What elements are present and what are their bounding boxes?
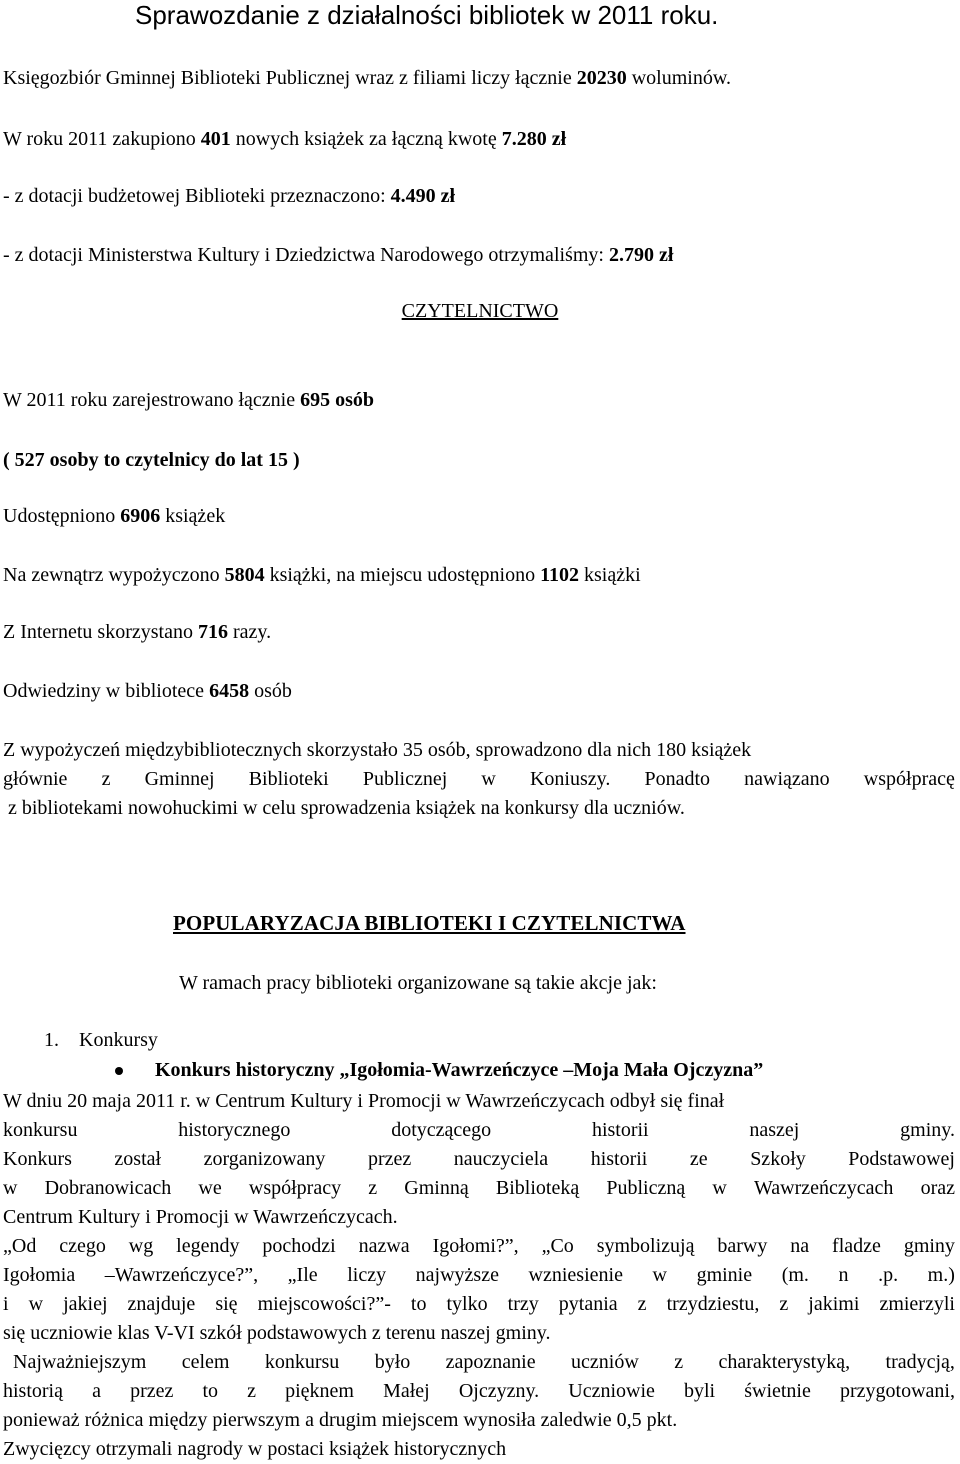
internet-usage: [3, 622, 271, 642]
word: tradycją,: [885, 1351, 955, 1373]
word: m.): [927, 1264, 955, 1286]
contest-title: Konkurs historyczny „Igołomia-Wawrzeńczyce –Moja Mała Ojczyzna”: [155, 1059, 764, 1081]
word: Uczniowie: [568, 1380, 655, 1402]
word: Igołomia: [3, 1264, 76, 1286]
section-heading-popularyzacja: POPULARYZACJA BIBLIOTEKI I CZYTELNICTWA: [173, 911, 686, 935]
word: nawiązano: [744, 768, 830, 790]
word: głównie: [3, 768, 68, 790]
word: barwy: [717, 1235, 768, 1257]
word: Podstawowej: [848, 1148, 955, 1170]
word: i: [3, 1293, 9, 1315]
page-title: Sprawozdanie z działalności bibliotek w 2011 roku.: [135, 0, 719, 30]
internet-count: 716: [197, 621, 228, 643]
text: książki: [578, 564, 641, 586]
budget-amount: 4.490 zł: [390, 185, 456, 207]
word: nauczyciela: [453, 1148, 549, 1170]
word: tylko: [446, 1293, 488, 1315]
list-item-number: 1.: [44, 1029, 59, 1051]
word: miejscowości?”-: [257, 1293, 391, 1315]
text: woluminów.: [626, 67, 731, 89]
purchased-count: 401: [200, 128, 231, 150]
word: Koniuszy.: [529, 768, 611, 790]
contest-line-7: [3, 1265, 955, 1285]
text: razy.: [227, 621, 272, 643]
word: świetnie: [744, 1380, 811, 1402]
contest-line-11: [3, 1381, 955, 1401]
interlibrary-line-2: [3, 769, 955, 789]
word: –Wawrzeńczyce?”,: [104, 1264, 259, 1286]
word: na: [790, 1235, 810, 1257]
contest-line-13: Zwycięzcy otrzymali nagrody w postaci książek historycznych: [3, 1438, 507, 1460]
word: dotyczącego: [391, 1119, 492, 1141]
intro-line-purchases: [3, 129, 566, 149]
loans-line: [3, 565, 641, 585]
word: byli: [684, 1380, 716, 1402]
word: „Ile: [287, 1264, 318, 1286]
word: ze: [689, 1148, 708, 1170]
readers-registered: [3, 390, 374, 410]
word: z: [247, 1380, 257, 1402]
contest-line-12: ponieważ różnica między pierwszym a drugim miejscem wynosiła zaledwie 0,5 pkt.: [3, 1409, 678, 1431]
word: nazwa: [358, 1235, 410, 1257]
word: to: [202, 1380, 219, 1402]
word: n: [838, 1264, 849, 1286]
contest-line-6: [3, 1236, 955, 1256]
word: Szkoły: [750, 1148, 806, 1170]
word: „Od: [3, 1235, 37, 1257]
text: - z dotacji Ministerstwa Kultury i Dziedzictwa Narodowego otrzymaliśmy:: [3, 244, 609, 266]
word: historii: [591, 1119, 649, 1141]
word: Dobranowicach: [44, 1177, 172, 1199]
word: jakiej: [63, 1293, 108, 1315]
text: osób: [249, 680, 292, 702]
word: pięknem: [285, 1380, 354, 1402]
word: „Co: [541, 1235, 574, 1257]
word: w: [3, 1177, 18, 1199]
word: Publicznej: [362, 768, 448, 790]
word: w: [28, 1293, 44, 1315]
word: z: [674, 1351, 684, 1373]
word: legendy: [176, 1235, 240, 1257]
intro-line-ministry: [3, 245, 673, 265]
text: - z dotacji budżetowej Biblioteki przeznaczono:: [3, 185, 391, 207]
word: z: [101, 768, 111, 790]
contest-line-4: [3, 1178, 955, 1198]
word: zorganizowany: [203, 1148, 326, 1170]
word: Wawrzeńczycach: [754, 1177, 894, 1199]
word: fladze: [832, 1235, 881, 1257]
word: pochodzi: [262, 1235, 336, 1257]
word: w: [712, 1177, 727, 1199]
word: jakimi: [808, 1293, 860, 1315]
interlibrary-line-1: Z wypożyczeń międzybibliotecznych skorzystało 35 osób, sprowadzono dla nich 180 książek: [3, 739, 752, 761]
bullet-icon: [115, 1067, 123, 1075]
visits-line: [3, 681, 292, 701]
section-heading-czytelnictwo: CZYTELNICTWO: [401, 300, 559, 322]
word: (m.: [781, 1264, 809, 1286]
word: Igołomi?”,: [432, 1235, 519, 1257]
word: było: [374, 1351, 411, 1373]
shared-count: 6906: [120, 505, 161, 527]
word: zmierzyli: [879, 1293, 955, 1315]
word: Biblioteką: [495, 1177, 580, 1199]
word: naszej: [749, 1119, 800, 1141]
word: Małej: [383, 1380, 430, 1402]
contest-line-1: W dniu 20 maja 2011 r. w Centrum Kultury i Promocji w Wawrzeńczycach odbył się finał: [3, 1090, 725, 1112]
word: Biblioteki: [248, 768, 329, 790]
word: Ojczyzny.: [458, 1380, 540, 1402]
word: Publiczną: [606, 1177, 686, 1199]
interlibrary-line-3: z bibliotekami nowohuckimi w celu sprowadzenia książek na konkursy dla uczniów.: [3, 797, 685, 819]
text: W 2011 roku zarejestrowano łącznie: [3, 389, 301, 411]
word: się: [215, 1293, 238, 1315]
word: charakterystyką,: [718, 1351, 851, 1373]
word: wg: [128, 1235, 154, 1257]
word: celem: [181, 1351, 230, 1373]
word: znajduje: [127, 1293, 196, 1315]
word: Konkurs: [3, 1148, 72, 1170]
text: Księgozbiór Gminnej Biblioteki Publicznej wraz z filiami liczy łącznie: [3, 67, 577, 89]
word: historycznego: [178, 1119, 291, 1141]
ministry-amount: 2.790 zł: [608, 244, 674, 266]
word: Najważniejszym: [3, 1351, 147, 1373]
word: to: [410, 1293, 427, 1315]
word: trzydziestu,: [666, 1293, 760, 1315]
contest-line-3: [3, 1149, 955, 1169]
books-shared: [3, 506, 225, 526]
word: a: [92, 1380, 101, 1402]
word: z: [779, 1293, 789, 1315]
text: książek: [160, 505, 226, 527]
word: pytania: [558, 1293, 618, 1315]
word: najwyższe: [415, 1264, 499, 1286]
word: przez: [130, 1380, 174, 1402]
word: historii: [590, 1148, 648, 1170]
word: przygotowani,: [839, 1380, 955, 1402]
intro-line-collection: [3, 68, 731, 88]
text: Odwiedziny w bibliotece: [3, 680, 210, 702]
visits-count: 6458: [209, 680, 250, 702]
contest-line-10: [3, 1352, 955, 1372]
registered-count: 695 osób: [300, 389, 375, 411]
popularyzacja-subheading: W ramach pracy biblioteki organizowane są takie akcje jak:: [179, 972, 657, 994]
word: liczy: [347, 1264, 387, 1286]
purchase-amount: 7.280 zł: [501, 128, 567, 150]
text: nowych książek za łączną kwotę: [230, 128, 502, 150]
intro-line-budget: [3, 186, 455, 206]
contest-line-8: [3, 1294, 955, 1314]
text: Z Internetu skorzystano: [3, 621, 198, 643]
word: .p.: [878, 1264, 899, 1286]
word: Gminną: [404, 1177, 469, 1199]
contest-line-2: [3, 1120, 955, 1140]
word: konkursu: [264, 1351, 340, 1373]
word: historią: [3, 1380, 63, 1402]
readers-under-15: ( 527 osoby to czytelnicy do lat 15 ): [3, 449, 300, 471]
word: oraz: [920, 1177, 955, 1199]
word: trzy: [507, 1293, 539, 1315]
word: współpracę: [863, 768, 955, 790]
word: uczniów: [571, 1351, 639, 1373]
collection-count: 20230: [576, 67, 627, 89]
onsite-count: 1102: [540, 564, 579, 586]
contest-line-5: Centrum Kultury i Promocji w Wawrzeńczycach.: [3, 1206, 398, 1228]
word: gminy.: [900, 1119, 955, 1141]
word: gminie: [696, 1264, 753, 1286]
word: Gminnej: [144, 768, 215, 790]
word: w: [652, 1264, 667, 1286]
word: konkursu: [3, 1119, 78, 1141]
contest-line-9: się uczniowie klas V-VI szkół podstawowych z terenu naszej gminy.: [3, 1322, 551, 1344]
word: we: [198, 1177, 222, 1199]
word: został: [114, 1148, 162, 1170]
word: z: [368, 1177, 378, 1199]
word: współpracy: [248, 1177, 342, 1199]
text: Na zewnątrz wypożyczono: [3, 564, 225, 586]
word: przez: [367, 1148, 412, 1170]
word: w: [481, 768, 496, 790]
text: Udostępniono: [3, 505, 121, 527]
external-loans: 5804: [224, 564, 265, 586]
word: Ponadto: [644, 768, 711, 790]
word: wzniesienie: [528, 1264, 623, 1286]
word: z: [637, 1293, 647, 1315]
text: W roku 2011 zakupiono: [3, 128, 201, 150]
word: gminy: [903, 1235, 955, 1257]
text: książki, na miejscu udostępniono: [264, 564, 541, 586]
word: czego: [59, 1235, 106, 1257]
word: symbolizują: [596, 1235, 695, 1257]
word: zapoznanie: [445, 1351, 536, 1373]
list-item-konkursy: Konkursy: [79, 1029, 158, 1051]
